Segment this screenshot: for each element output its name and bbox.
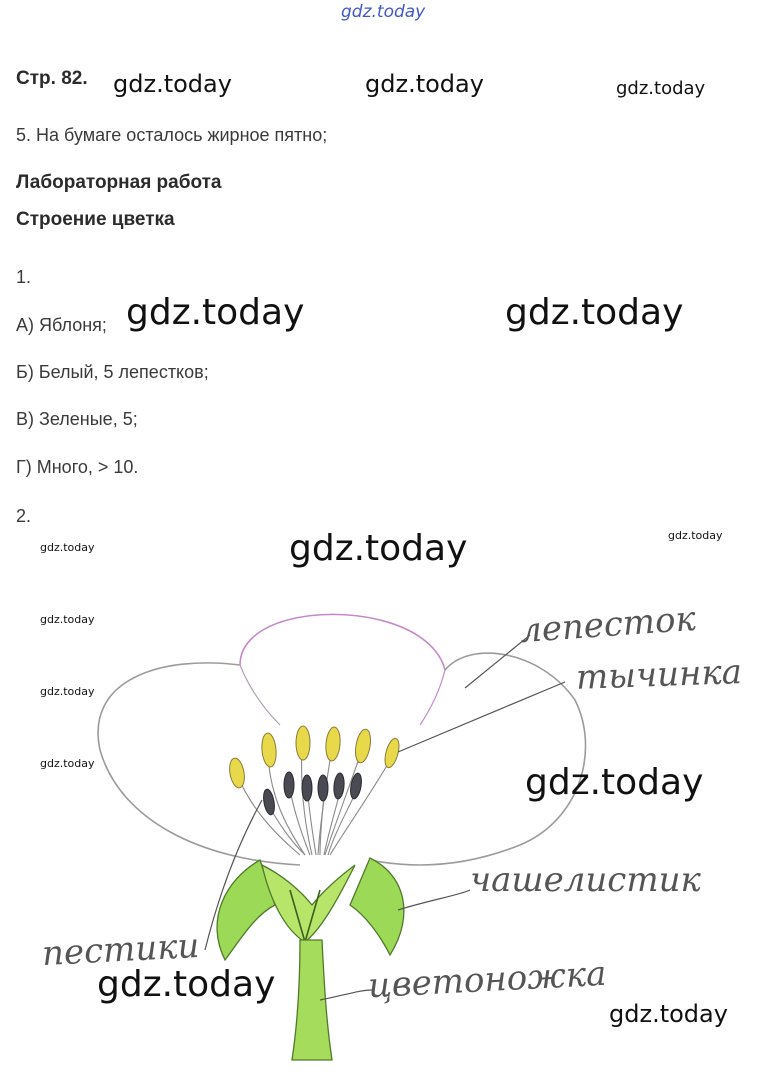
- petal-top-inner: [240, 665, 280, 725]
- flower-stalk: [292, 940, 332, 1060]
- answer-1b: Б) Белый, 5 лепестков;: [16, 362, 209, 382]
- answer-1c: В) Зеленые, 5;: [16, 409, 138, 429]
- petal-top: [240, 614, 445, 670]
- answer-1a: А) Яблоня;: [16, 315, 107, 335]
- lab-title: Лабораторная работа: [16, 172, 222, 193]
- petal-top-pink: [420, 670, 445, 725]
- watermark: gdz.today: [505, 292, 684, 333]
- watermark-top: gdz.today: [341, 2, 426, 22]
- answer-1d: Г) Много, > 10.: [16, 457, 139, 477]
- stamen-filaments: [237, 747, 392, 855]
- label-pistils: пестики: [41, 925, 201, 975]
- label-stamen: тычинка: [575, 652, 743, 698]
- watermark: gdz.today: [97, 964, 276, 1005]
- petal-right: [370, 653, 586, 865]
- watermark: gdz.today: [289, 528, 468, 569]
- question-1-number: 1.: [16, 267, 32, 287]
- watermark: gdz.today: [40, 685, 95, 698]
- watermark: gdz.today: [40, 541, 95, 554]
- answer-5-text: 5. На бумаге осталось жирное пятно;: [16, 125, 328, 145]
- watermark: gdz.today: [126, 292, 305, 333]
- watermark: gdz.today: [40, 613, 95, 626]
- watermark: gdz.today: [609, 1000, 728, 1028]
- watermark: gdz.today: [365, 70, 484, 98]
- anthers-yellow: [228, 726, 402, 789]
- label-sepal: чашелистик: [470, 860, 701, 900]
- label-receptacle: цветоножка: [367, 953, 608, 1007]
- watermark: gdz.today: [40, 757, 95, 770]
- page-reference: Стр. 82.: [16, 68, 88, 89]
- lab-subtitle: Строение цветка: [16, 209, 175, 230]
- question-2-number: 2.: [16, 506, 32, 526]
- watermark: gdz.today: [668, 529, 723, 542]
- label-petal: лепесток: [518, 598, 698, 652]
- watermark: gdz.today: [525, 762, 704, 803]
- watermark: gdz.today: [616, 78, 706, 99]
- watermark: gdz.today: [113, 70, 232, 98]
